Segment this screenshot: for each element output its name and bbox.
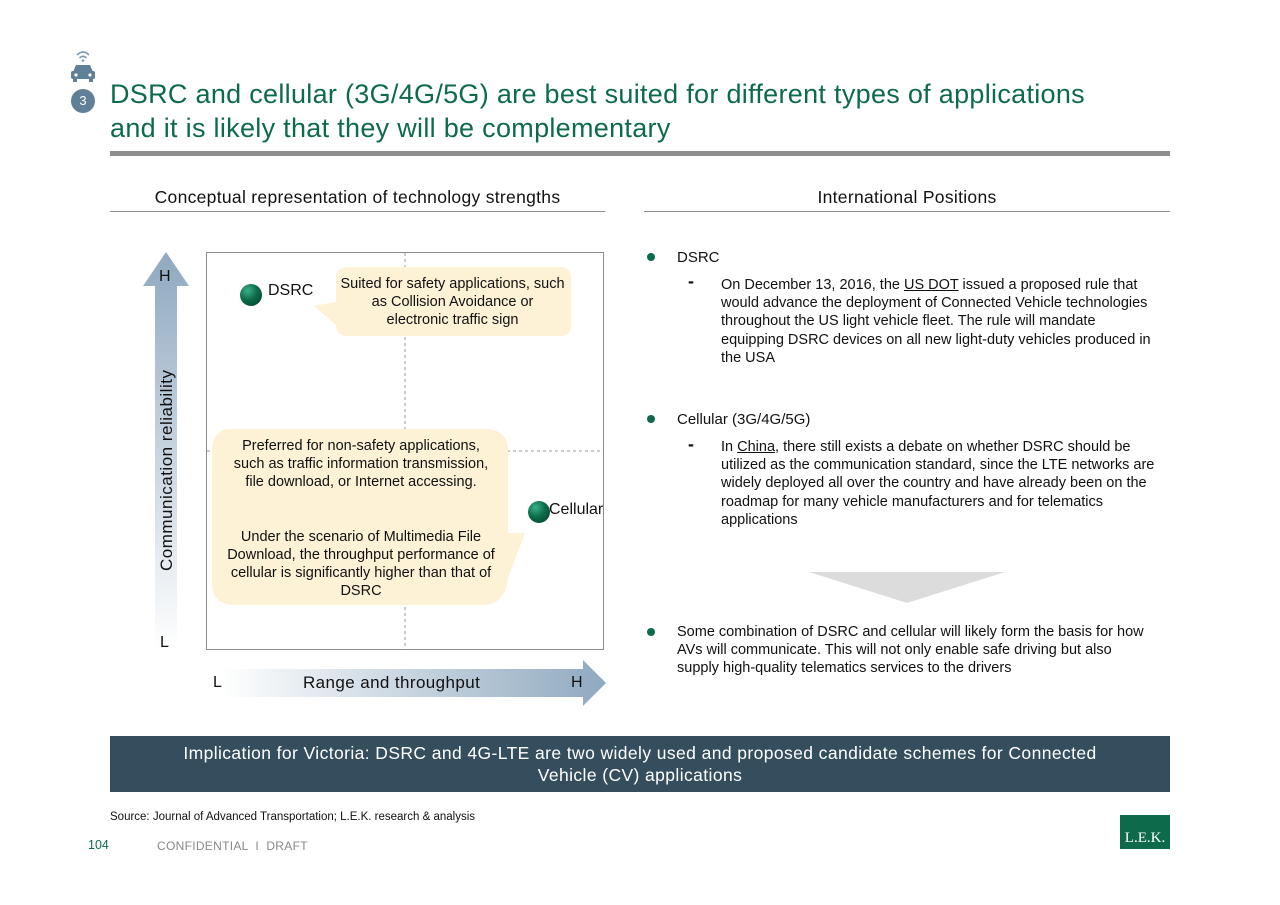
confidential-label: CONFIDENTIAL I DRAFT — [157, 839, 308, 853]
bullet-dot — [647, 628, 655, 636]
implication-line-2: Vehicle (CV) applications — [537, 765, 743, 785]
left-section-heading: Conceptual representation of technology strengths — [154, 187, 561, 207]
title-divider — [110, 151, 1170, 156]
bullet-dsrc-heading: DSRC — [677, 249, 720, 266]
bullet-dot — [647, 253, 655, 261]
china-link[interactable]: China — [737, 439, 776, 455]
bullet-cellular-text-start: In — [721, 439, 738, 455]
cellular-point — [528, 501, 550, 523]
bullet-cellular-text — [721, 438, 1161, 529]
left-section-rule — [110, 211, 605, 212]
down-chevron-icon — [809, 572, 1005, 604]
bullet-dsrc-text-end: issued a proposed rule that would advance the deployment of Connected Vehicle technologies throughout the US light vehicle fleet. The rule will mandate equipping DSRC devices on all new light-duty vehicles produced in the USA — [721, 277, 1151, 366]
implication-text — [110, 742, 1170, 786]
x-axis-low-label: L — [213, 674, 222, 691]
right-section-rule — [644, 211, 1170, 212]
y-axis-low-label: L — [160, 634, 169, 651]
lek-logo-text: L.E.K. — [1124, 830, 1166, 846]
bullet-cellular-heading: Cellular (3G/4G/5G) — [677, 411, 811, 428]
us-dot-link[interactable]: US DOT — [903, 277, 959, 293]
x-axis-high-label: H — [571, 674, 583, 691]
right-section-heading: International Positions — [817, 187, 997, 207]
lek-logo — [1120, 815, 1170, 849]
cellular-point-label: Cellular — [549, 501, 604, 518]
bullet-dot — [647, 415, 655, 423]
bullet-dsrc-text-start: On December 13, 2016, the — [721, 277, 904, 293]
title-line-1: DSRC and cellular (3G/4G/5G) are best suited for different types of applications — [110, 79, 1085, 109]
y-axis-high-label: H — [159, 268, 171, 285]
cellular-callout-text-1: Preferred for non-safety applications, such as traffic information transmission, file download, or Internet accessing. — [233, 438, 489, 490]
dsrc-callout-text: Suited for safety applications, such as Collision Avoidance or electronic traffic sign — [340, 276, 565, 328]
bullet-cellular-text-end: , there still exists a debate on whether DSRC should be utilized as the communication standard, since the LTE networks are widely deployed all over the country and have already been on the roadmap for many vehicle manufacturers and for telematics applications — [721, 439, 1155, 528]
bullet-dsrc-text — [721, 276, 1161, 367]
page-title — [110, 77, 1190, 145]
source-note: Source: Journal of Advanced Transportation; L.E.K. research & analysis — [110, 811, 476, 823]
x-axis-title: Range and throughput — [303, 673, 481, 692]
sub-bullet-dash: - — [688, 271, 694, 291]
dsrc-point — [240, 284, 262, 306]
y-axis-title: Communication reliability — [157, 369, 176, 571]
implication-line-1: Implication for Victoria: DSRC and 4G-LTE are two widely used and proposed candidate schemes for Connected — [183, 743, 1097, 763]
page-number: 104 — [88, 838, 109, 852]
title-line-2: and it is likely that they will be complementary — [110, 113, 671, 143]
connected-car-icon — [68, 46, 98, 84]
cellular-callout-text-2: Under the scenario of Multimedia File Download, the throughput performance of cellular is significantly higher than that of DSRC — [227, 529, 495, 599]
sub-bullet-dash: - — [688, 434, 694, 454]
dsrc-point-label: DSRC — [268, 282, 314, 299]
section-number-badge: 3 — [71, 89, 95, 113]
conclusion-text: Some combination of DSRC and cellular will likely form the basis for how AVs will communicate. This will not only enable safe driving but also supply high-quality telematics services to the drivers — [677, 624, 1144, 677]
